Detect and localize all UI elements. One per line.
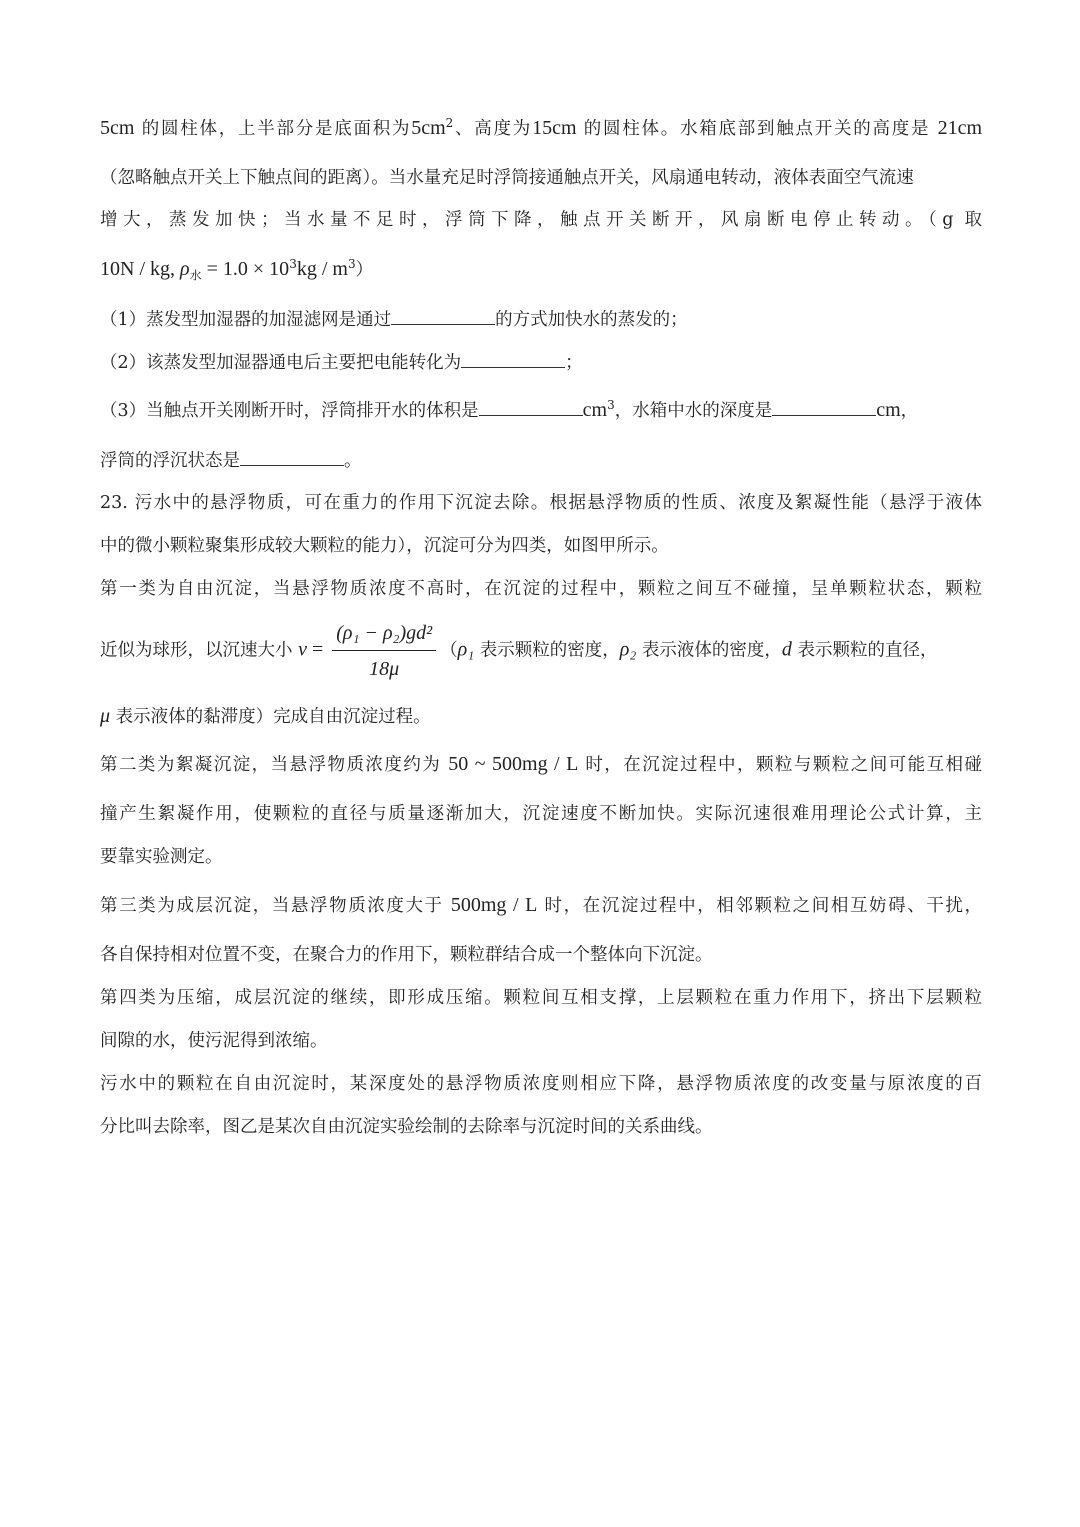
- text-line-3: 增大，蒸发加快；当水量不足时，浮筒下降，触点开关断开，风扇断电停止转动。（g 取: [100, 210, 982, 230]
- class4-line-1: 第四类为压缩，成层沉淀的继续，即形成压缩。颗粒间互相支撑，上层颗粒在重力作用下，挤出下层颗粒: [100, 988, 982, 1008]
- answer-blank-3[interactable]: [479, 397, 583, 416]
- problem-23-line-1: 23. 污水中的悬浮物质，可在重力的作用下沉淀去除。根据悬浮物质的性质、浓度及絮凝性能（悬浮于液体: [100, 493, 982, 513]
- class1-formula-line: 近似为球形，以沉速大小 v = $\frac{\text{(ρ₁ − ρ₂)gd²}}{18\mu}$ （ρ₁ 表示颗粒的密度，ρ₂ 表示液体的密度，d 表示颗粒的直径，: [100, 618, 937, 684]
- answer-blank-4[interactable]: [772, 397, 876, 416]
- question-1: （1）蒸发型加湿器的加湿滤网是通过 的方式加快水的蒸发的；: [100, 306, 688, 333]
- class2-line-1: 第二类为絮凝沉淀，当悬浮物质浓度约为 50 ~ 500mg / L 时，在沉淀过程中，颗粒与颗粒之间可能互相碰: [100, 753, 983, 775]
- class3-line-1: 第三类为成层沉淀，当悬浮物质浓度大于 500mg / L 时，在沉淀过程中，相邻颗粒之间相互妨碍、干扰，: [100, 894, 982, 916]
- text-line-2: （忽略触点开关上下触点间的距离）。当水量充足时浮筒接通触点开关，风扇通电转动，液体表面空气流速: [100, 168, 914, 188]
- class1-line-3: μ 表示液体的黏滞度）完成自由沉淀过程。: [100, 705, 431, 727]
- settling-velocity-formula: $\frac{\text{(ρ₁ − ρ₂)gd²}}{18\mu}$: [332, 618, 436, 684]
- removal-rate-line-2: 分比叫去除率，图乙是某次自由沉淀实验绘制的去除率与沉淀时间的关系曲线。: [100, 1117, 713, 1137]
- value-5cm: 5cm: [100, 117, 135, 139]
- problem-23-line-2: 中的微小颗粒聚集形成较大颗粒的能力），沉淀可分为四类，如图甲所示。: [100, 536, 669, 556]
- answer-blank-5[interactable]: [240, 447, 344, 466]
- question-3-cont: 浮筒的浮沉状态是 。: [100, 447, 362, 474]
- class3-line-2: 各自保持相对位置不变，在聚合力的作用下，颗粒群结合成一个整体向下沉淀。: [100, 945, 713, 965]
- class2-line-2: 撞产生絮凝作用，使颗粒的直径与质量逐渐加大，沉淀速度不断加快。实际沉速很难用理论公式计算，主: [100, 804, 982, 824]
- class4-line-2: 间隙的水，使污泥得到浓缩。: [100, 1031, 328, 1051]
- question-3: （3）当触点开关刚断开时，浮筒排开水的体积是 $cm^3$，水箱中水的深度是 cm，: [100, 398, 919, 421]
- text-line-1: 5cm 的圆柱体，上半部分是底面积为$5cm^2$、高度为15cm 的圆柱体。水箱底部到触点开关的高度是 21cm: [100, 116, 983, 139]
- class2-line-3: 要靠实验测定。: [100, 847, 223, 867]
- class1-line-1: 第一类为自由沉淀，当悬浮物质浓度不高时，在沉淀的过程中，颗粒之间互不碰撞，呈单颗粒状态，颗粒: [100, 579, 982, 599]
- answer-blank-1[interactable]: [391, 306, 495, 325]
- answer-blank-2[interactable]: [461, 349, 565, 368]
- removal-rate-line-1: 污水中的颗粒在自由沉淀时，某深度处的悬浮物质浓度则相应下降，悬浮物质浓度的改变量与原浓度的百: [100, 1074, 982, 1094]
- constants-line: 10N / kg, $\rho_水 = 1.0 \times 10^3kg / m^3$）: [100, 257, 374, 283]
- question-2: （2）该蒸发型加湿器通电后主要把电能转化为 ；: [100, 349, 583, 376]
